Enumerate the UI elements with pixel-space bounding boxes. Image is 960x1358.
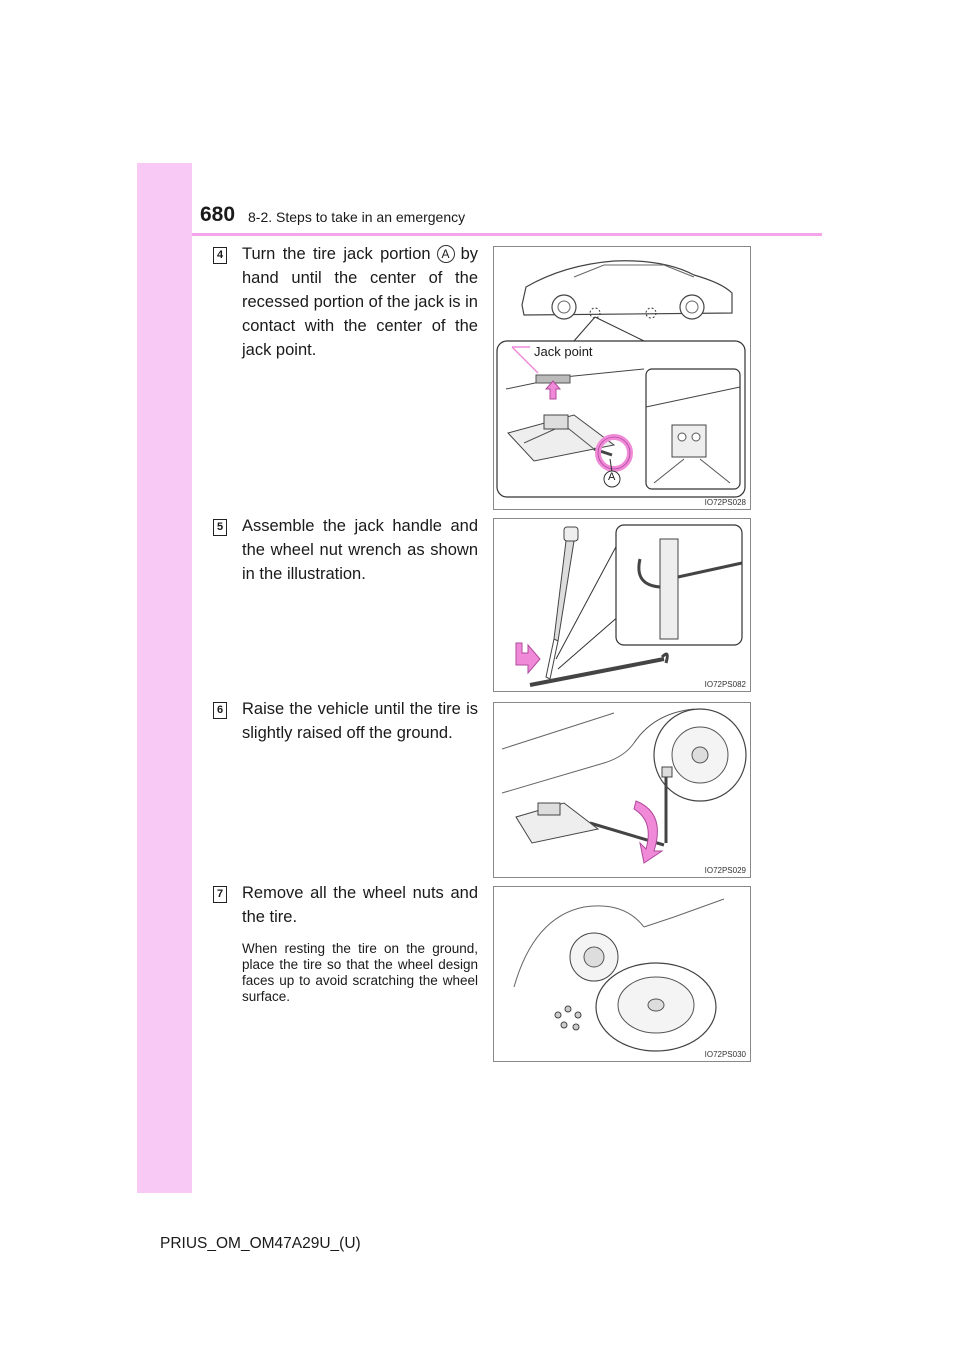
page-number: 680 bbox=[200, 203, 236, 226]
step-text: Raise the vehicle until the tire is slightly raised off the ground. bbox=[242, 700, 478, 742]
step-number-badge: 7 bbox=[213, 886, 227, 903]
figure-raise-vehicle bbox=[493, 702, 751, 878]
figure-jack-point bbox=[493, 246, 751, 510]
remove-tire-illustration bbox=[494, 887, 750, 1061]
figure-code: IO72PS029 bbox=[704, 866, 746, 875]
step-main-text: Remove all the wheel nuts and the tire. bbox=[242, 884, 478, 926]
figure-jack-handle-assembly bbox=[493, 518, 751, 692]
jack-point-label: Jack point bbox=[534, 344, 593, 359]
step-text: Assemble the jack handle and the wheel nut wrench as shown in the illustration. bbox=[242, 517, 478, 583]
section-title: 8-2. Steps to take in an emergency bbox=[248, 209, 466, 225]
step-number-badge: 5 bbox=[213, 519, 227, 536]
callout-a-marker: A bbox=[437, 245, 455, 263]
step-text-part: Turn the tire jack portion bbox=[242, 245, 431, 263]
step-number-badge: 6 bbox=[213, 702, 227, 719]
footer-document-code: PRIUS_OM_OM47A29U_(U) bbox=[160, 1235, 361, 1252]
step-text bbox=[242, 242, 478, 362]
raise-vehicle-illustration bbox=[494, 703, 750, 877]
step-text-part: by hand until the center of the recessed portion of the jack is in contact with the center of the jack point. bbox=[242, 245, 478, 359]
step-text bbox=[242, 881, 478, 1005]
header-rule bbox=[192, 233, 822, 236]
step-number-badge: 4 bbox=[213, 247, 227, 264]
jack-point-illustration bbox=[494, 247, 750, 509]
figure-code: IO72PS028 bbox=[704, 498, 746, 507]
jack-handle-illustration bbox=[494, 519, 750, 691]
figure-remove-tire bbox=[493, 886, 751, 1062]
figure-code: IO72PS082 bbox=[704, 680, 746, 689]
figure-code: IO72PS030 bbox=[704, 1050, 746, 1059]
step-note: When resting the tire on the ground, place the tire so that the wheel design faces up to avoid scratching the wheel surface. bbox=[242, 941, 478, 1004]
section-sidebar-tab bbox=[137, 163, 192, 1193]
figure-callout-a: A bbox=[608, 471, 616, 483]
